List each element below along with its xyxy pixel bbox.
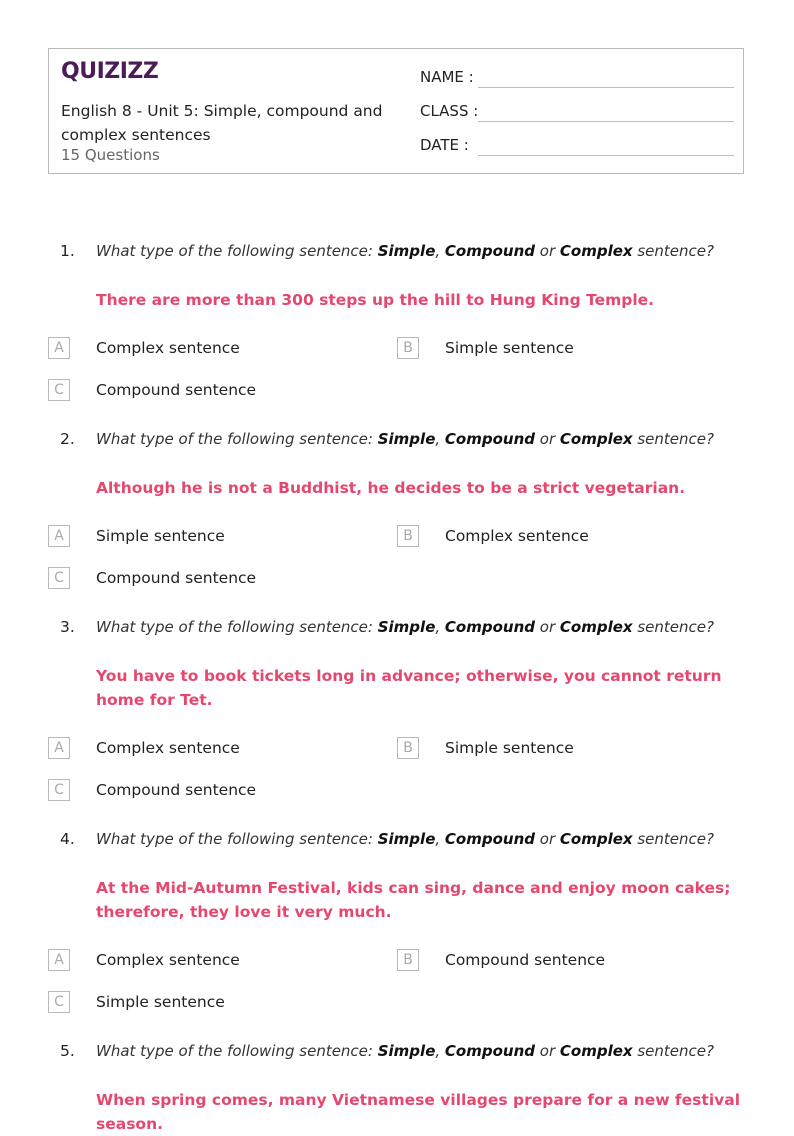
option-a-text[interactable]: Complex sentence bbox=[96, 951, 240, 969]
option-c-box[interactable]: C bbox=[48, 567, 70, 589]
option-a-box[interactable]: A bbox=[48, 949, 70, 971]
option-b-box[interactable]: B bbox=[397, 337, 419, 359]
worksheet-header bbox=[48, 48, 744, 174]
question-prompt: What type of the following sentence: Simple, Compound or Complex sentence? bbox=[96, 242, 714, 260]
question-number: 3. bbox=[60, 618, 75, 636]
worksheet-title: English 8 - Unit 5: Simple, compound and complex sentences bbox=[61, 102, 383, 144]
question-sentence: You have to book tickets long in advance; otherwise, you cannot return home for Tet. bbox=[96, 667, 722, 709]
class-field[interactable] bbox=[420, 102, 734, 126]
question-sentence: At the Mid-Autumn Festival, kids can sing, dance and enjoy moon cakes; therefore, they love it very much. bbox=[96, 879, 731, 921]
option-c-box[interactable]: C bbox=[48, 379, 70, 401]
option-c-text[interactable]: Compound sentence bbox=[96, 781, 257, 799]
question-sentence: Although he is not a Buddhist, he decides to be a strict vegetarian. bbox=[96, 479, 686, 497]
option-c-text[interactable]: Compound sentence bbox=[96, 569, 257, 587]
question-count: 15 Questions bbox=[61, 146, 160, 164]
option-c-box[interactable]: C bbox=[48, 779, 70, 801]
option-b-text[interactable]: Simple sentence bbox=[445, 339, 574, 357]
option-a-text[interactable]: Complex sentence bbox=[96, 739, 240, 757]
name-line[interactable] bbox=[478, 87, 734, 88]
question-prompt: What type of the following sentence: Simple, Compound or Complex sentence? bbox=[96, 430, 714, 448]
date-line[interactable] bbox=[478, 155, 734, 156]
date-label: DATE : bbox=[420, 136, 469, 154]
option-c-box[interactable]: C bbox=[48, 991, 70, 1013]
option-c-text[interactable]: Compound sentence bbox=[96, 381, 257, 399]
name-label: NAME : bbox=[420, 68, 474, 86]
option-b-text[interactable]: Complex sentence bbox=[445, 527, 589, 545]
question-number: 2. bbox=[60, 430, 75, 448]
question-number: 4. bbox=[60, 830, 75, 848]
option-c-text[interactable]: Simple sentence bbox=[96, 993, 225, 1011]
option-b-box[interactable]: B bbox=[397, 949, 419, 971]
option-a-box[interactable]: A bbox=[48, 337, 70, 359]
option-a-box[interactable]: A bbox=[48, 525, 70, 547]
question-prompt: What type of the following sentence: Simple, Compound or Complex sentence? bbox=[96, 618, 714, 636]
name-field[interactable] bbox=[420, 68, 734, 92]
option-b-box[interactable]: B bbox=[397, 737, 419, 759]
question-sentence: There are more than 300 steps up the hill to Hung King Temple. bbox=[96, 291, 655, 309]
question-prompt: What type of the following sentence: Simple, Compound or Complex sentence? bbox=[96, 830, 714, 848]
option-a-box[interactable]: A bbox=[48, 737, 70, 759]
question-number: 5. bbox=[60, 1042, 75, 1060]
option-b-box[interactable]: B bbox=[397, 525, 419, 547]
question-number: 1. bbox=[60, 242, 75, 260]
class-label: CLASS : bbox=[420, 102, 479, 120]
question-prompt: What type of the following sentence: Simple, Compound or Complex sentence? bbox=[96, 1042, 714, 1060]
option-b-text[interactable]: Compound sentence bbox=[445, 951, 606, 969]
option-a-text[interactable]: Complex sentence bbox=[96, 339, 240, 357]
class-line[interactable] bbox=[478, 121, 734, 122]
option-b-text[interactable]: Simple sentence bbox=[445, 739, 574, 757]
quizizz-logo: QUIZIZZ bbox=[61, 59, 159, 84]
option-a-text[interactable]: Simple sentence bbox=[96, 527, 225, 545]
date-field[interactable] bbox=[420, 136, 734, 160]
question-sentence: When spring comes, many Vietnamese villages prepare for a new festival season. bbox=[96, 1091, 741, 1133]
